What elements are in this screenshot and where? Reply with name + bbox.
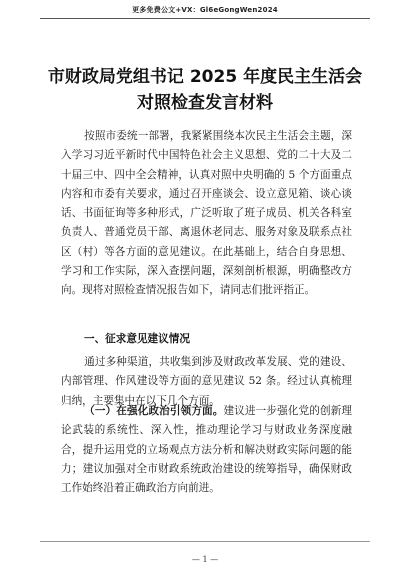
header-divider — [40, 18, 370, 19]
intro-paragraph — [61, 127, 352, 301]
title-line-2: 对照检查发言材料 — [137, 93, 273, 113]
subsection-1-text: 建议进一步强化党的创新理论武装的系统性、深入性，推动理论学习与财政业务深度融合，提升运用党的立场观点方法分析和解决财政实际问题的能力；建议加强对全市财政系统政治建设的统筹指导，确保财政工作始终沿着正确政治方向前进。 — [61, 405, 353, 495]
title-line-1: 市财政局党组书记 2025 年度民主生活会 — [47, 67, 363, 87]
document-title — [30, 64, 380, 116]
subsection-1-paragraph — [61, 402, 352, 498]
intro-paragraph-text: 按照市委统一部署，我紧紧围绕本次民主生活会主题，深入学习习近平新时代中国特色社会主义思想、党的二十大及二十届三中、四中全会精神，认真对照中央明确的 5 个方面重点内容和市委有关要求，通过召开座谈会、设立意见箱、谈心谈话、书面征询等多种形式，广泛听取了班子成员、机关各科室负责人、普通党员干部、离退休老同志、服务对象及联系点社区（村）等各方面的意见建议。在此基础上，结合自身思想、学习和工作实际，深入查摆问题，深刻剖析根源，明确整改方向。现将对照检查情况报告如下，请同志们批评指正。 — [61, 130, 352, 297]
subsection-1-lead: （一）在强化政治引领方面。 — [84, 405, 224, 417]
section-1-heading: 一、征求意见建议情况 — [84, 333, 190, 345]
footer-divider — [40, 541, 370, 542]
header-note: 更多免费公文+VX：Gl6eGongWen2024 — [132, 6, 278, 14]
section-1-paragraph-text: 通过多种渠道，共收集到涉及财政改革发展、党的建设、内部管理、作风建设等方面的意见建议 52 条。经过认真梳理归纳，主要集中在以下几个方面。 — [61, 356, 352, 407]
page-number: — 1 — — [191, 555, 219, 564]
